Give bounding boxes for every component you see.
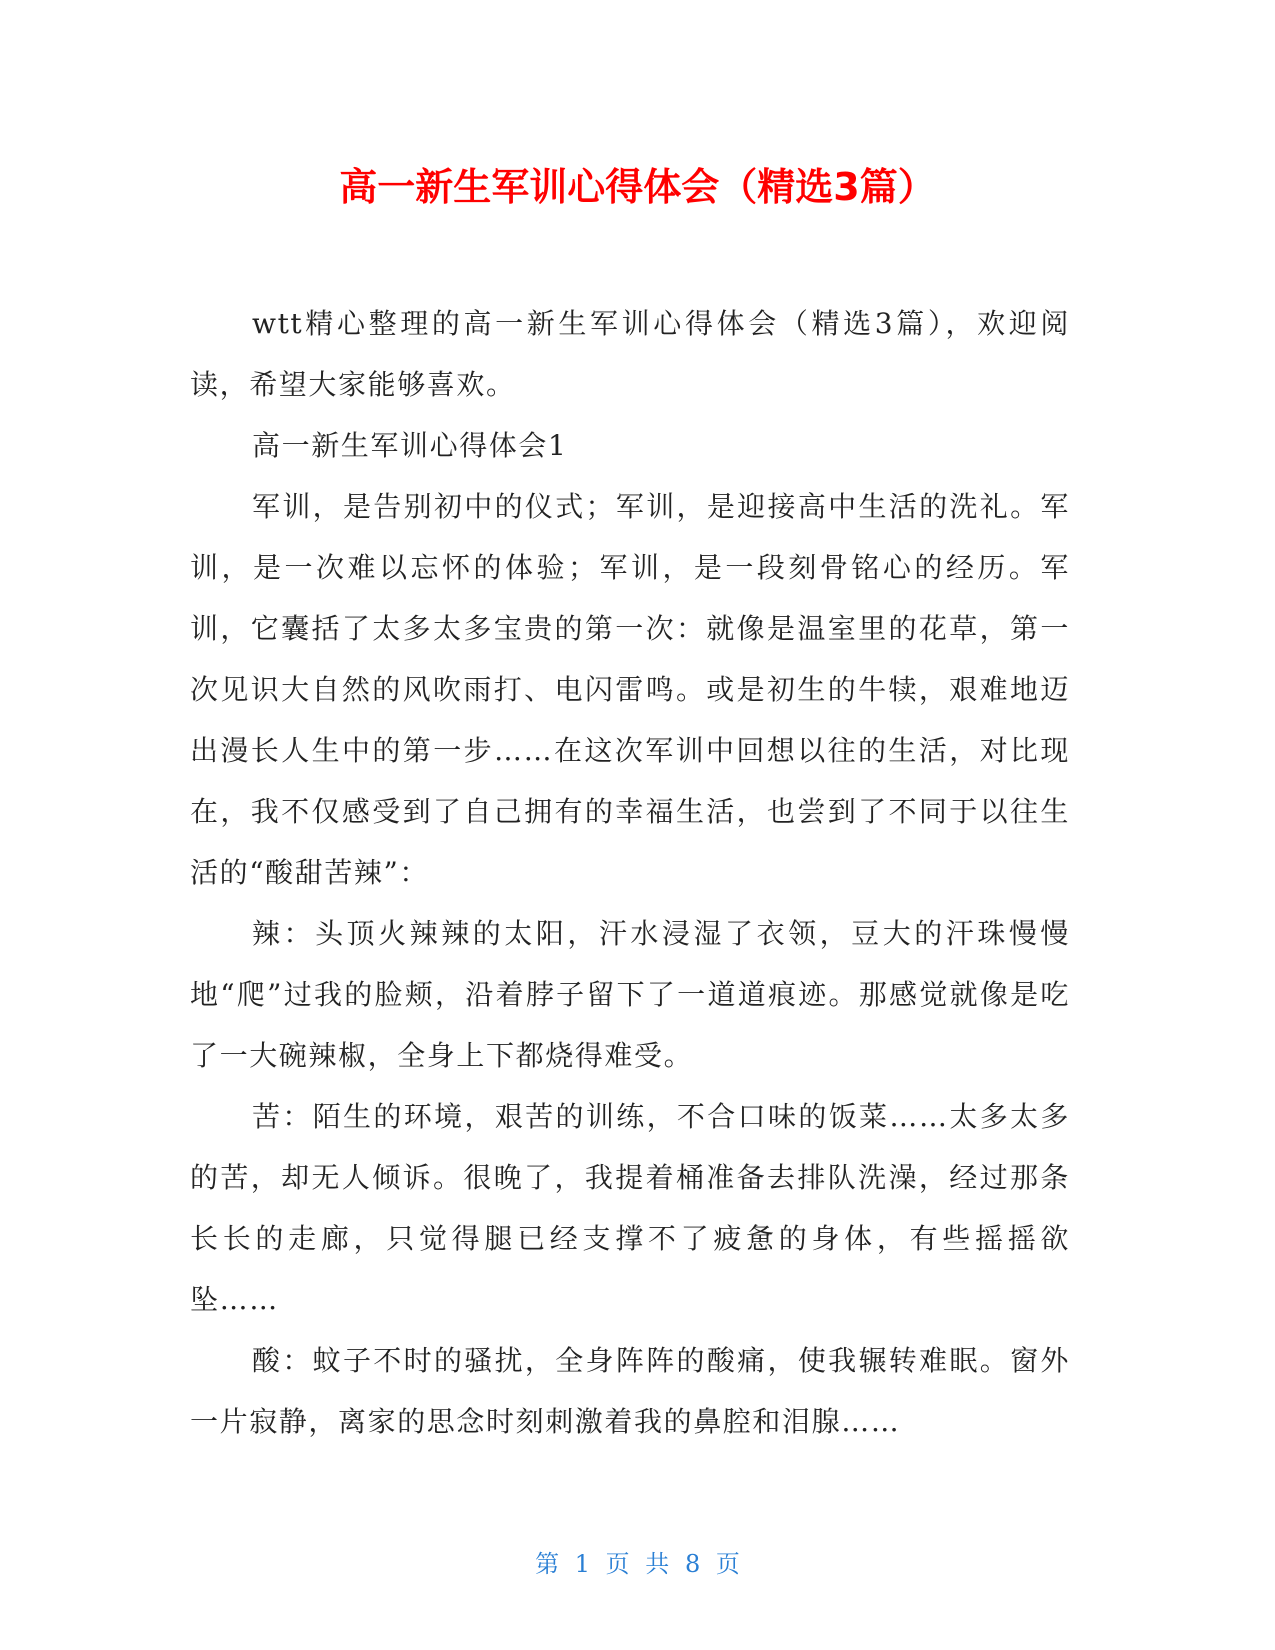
body-paragraph: 辣：头顶火辣辣的太阳，汗水浸湿了衣领，豆大的汗珠慢慢地“爬”过我的脸颊，沿着脖子留下了一道道痕迹。那感觉就像是吃了一大碗辣椒，全身上下都烧得难受。 xyxy=(190,917,1070,1072)
body-paragraph: 军训，是告别初中的仪式；军训，是迎接高中生活的洗礼。军训，是一次难以忘怀的体验；军训，是一段刻骨铭心的经历。军训，它囊括了太多太多宝贵的第一次：就像是温室里的花草，第一次见识大自然的风吹雨打、电闪雷鸣。或是初生的牛犊，艰难地迈出漫长人生中的第一步……在这次军训中回想以往的生活，对比现在，我不仅感受到了自己拥有的幸福生活，也尝到了不同于以往生活的“酸甜苦辣”： xyxy=(190,490,1070,889)
section-heading: 高一新生军训心得体会1 xyxy=(252,429,568,462)
body-paragraph: 酸：蚊子不时的骚扰，全身阵阵的酸痛，使我辗转难眠。窗外一片寂静，离家的思念时刻刺激着我的鼻腔和泪腺…… xyxy=(190,1344,1070,1438)
intro-paragraph: wtt精心整理的高一新生军训心得体会（精选3篇），欢迎阅读，希望大家能够喜欢。 xyxy=(190,307,1070,401)
body-paragraph: 苦：陌生的环境，艰苦的训练，不合口味的饭菜……太多太多的苦，却无人倾诉。很晚了，我提着桶准备去排队洗澡，经过那条长长的走廊，只觉得腿已经支撑不了疲惫的身体，有些摇摇欲坠…… xyxy=(190,1100,1070,1316)
page-footer: 第 1 页 共 8 页 xyxy=(535,1550,740,1578)
document-title: 高一新生军训心得体会（精选3篇） xyxy=(339,165,936,209)
document-body xyxy=(190,293,1070,1452)
